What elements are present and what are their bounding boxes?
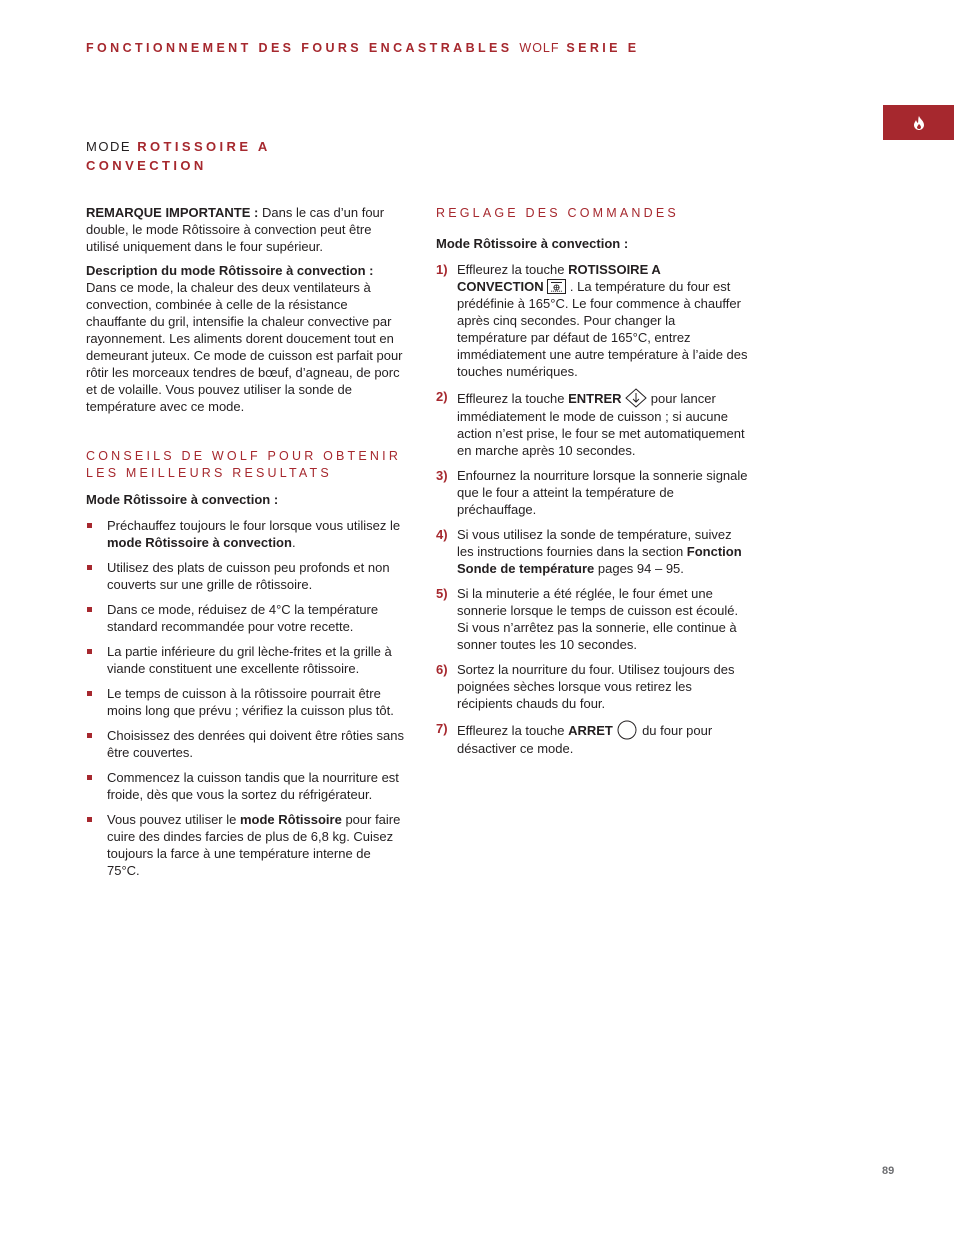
- important-note: [86, 204, 406, 255]
- bullet-marker: [87, 607, 92, 612]
- title-line-1: ROTISSOIRE A: [137, 139, 271, 154]
- running-header: [86, 40, 640, 57]
- flame-icon: [913, 116, 925, 130]
- tips-mode-label: Mode Rôtissoire à convection :: [86, 492, 279, 507]
- page-number: 89: [882, 1165, 895, 1177]
- list-item: Commencez la cuisson tandis que la nourriture est froide, dès que vous la sortez du réfrigérateur.: [86, 769, 406, 803]
- tips-list: [86, 517, 406, 879]
- list-item: La partie inférieure du gril lèche-frites et la grille à viande constituent une excellente rôtissoire.: [86, 643, 406, 677]
- bullet-marker: [87, 523, 92, 528]
- list-item: 3) Enfournez la nourriture lorsque la sonnerie signale que le four a atteint la température de préchauffage.: [436, 468, 748, 517]
- list-item: 5) Si la minuterie a été réglée, le four émet une sonnerie lorsque le temps de cuisson est écoulé. Si vous n’arrêtez pas la sonnerie, elle continue à sonner toutes les 10 secondes.: [436, 586, 739, 652]
- page-title: [86, 137, 271, 175]
- list-item: Dans ce mode, réduisez de 4°C la température standard recommandée pour votre recette.: [86, 601, 406, 635]
- important-note-label: REMARQUE IMPORTANTE :: [86, 205, 259, 220]
- off-key-icon: [616, 720, 638, 740]
- header-series: SERIE E: [566, 41, 640, 55]
- list-item: Le temps de cuisson à la rôtissoire pourrait être moins long que prévu ; vérifiez la cuisson plus tôt.: [86, 685, 406, 719]
- bullet-marker: [87, 649, 92, 654]
- list-item: 2) Effleurez la touche ENTRER pour lancer immédiatement le mode de cuisson ; si aucune action n’est prise, le four se met automatiquement en marche après 10 secondes.: [436, 389, 745, 458]
- section-tab: [883, 105, 954, 140]
- step-number: 5): [436, 586, 448, 601]
- important-note-text: Dans le cas d’un four double, le mode Rôtissoire à convection peut être utilisé uniquement dans le four supérieur.: [86, 205, 385, 254]
- list-item: Utilisez des plats de cuisson peu profonds et non couverts sur une grille de rôtissoire.: [86, 559, 406, 593]
- tips-heading-line-1: CONSEILS DE WOLF POUR OBTENIR: [86, 449, 402, 463]
- tips-heading: [86, 448, 406, 482]
- title-line-2: CONVECTION: [86, 158, 207, 173]
- right-column: [436, 205, 748, 765]
- mode-description-text: Dans ce mode, la chaleur des deux ventilateurs à convection, combinée à celle de la résistance chauffante du gril, intensifie la chaleur convective par rayonnement. Les aliments dorent doucement tout en demeurant juteux. Ce mode de cuisson est parfait pour rôtir les morceaux tendres de bœuf, d’agneau, de porc et de volaille. Vous pouvez utiliser la sonde de température avec ce mode.: [86, 280, 403, 414]
- step-number: 6): [436, 662, 448, 677]
- mode-description-label: Description du mode Rôtissoire à convection :: [86, 263, 374, 278]
- bullet-marker: [87, 733, 92, 738]
- controls-heading: REGLAGE DES COMMANDES: [436, 206, 679, 220]
- list-item: 7) Effleurez la touche ARRET du four pour désactiver ce mode.: [436, 721, 713, 756]
- enter-key-icon: [625, 388, 647, 408]
- list-item: 6) Sortez la nourriture du four. Utilisez toujours des poignées sèches lorsque vous retirez les récipients chauds du four.: [436, 662, 735, 711]
- title-mode-word: MODE: [86, 139, 131, 154]
- left-column: [86, 204, 406, 887]
- step-number: 3): [436, 468, 448, 483]
- mode-description: [86, 262, 406, 415]
- list-item: Choisissez des denrées qui doivent être rôties sans être couvertes.: [86, 727, 406, 761]
- step-number: 7): [436, 721, 448, 736]
- step-number: 2): [436, 389, 448, 404]
- steps-list: [436, 261, 748, 757]
- step-number: 1): [436, 262, 448, 277]
- convection-roast-key-icon: [547, 279, 566, 294]
- bullet-marker: [87, 565, 92, 570]
- bullet-marker: [87, 817, 92, 822]
- header-title: FONCTIONNEMENT DES FOURS ENCASTRABLES: [86, 41, 513, 55]
- list-item: 1) Effleurez la touche ROTISSOIRE A CONVECTION . La température du four est prédéfinie à 165°C. Le four commence à chauffer après cinq secondes. Pour changer la température par défaut de 165°C, entrez immédiatement une autre température à l’aide des touches numériques.: [436, 262, 748, 379]
- list-item: 4) Si vous utilisez la sonde de température, suivez les instructions fournies dans la section Fonction Sonde de température pages 94 – 95.: [436, 527, 742, 576]
- header-brand: WOLF: [519, 41, 560, 55]
- bullet-marker: [87, 775, 92, 780]
- controls-mode-label: Mode Rôtissoire à convection :: [436, 236, 629, 251]
- list-item: Vous pouvez utiliser le mode Rôtissoire pour faire cuire des dindes farcies de plus de 6,8 kg. Cuisez toujours la farce à une température interne de 75°C.: [86, 811, 406, 879]
- list-item: Préchauffez toujours le four lorsque vous utilisez le mode Rôtissoire à convection.: [86, 517, 406, 551]
- bullet-marker: [87, 691, 92, 696]
- tips-heading-line-2: LES MEILLEURS RESULTATS: [86, 466, 332, 480]
- step-number: 4): [436, 527, 448, 542]
